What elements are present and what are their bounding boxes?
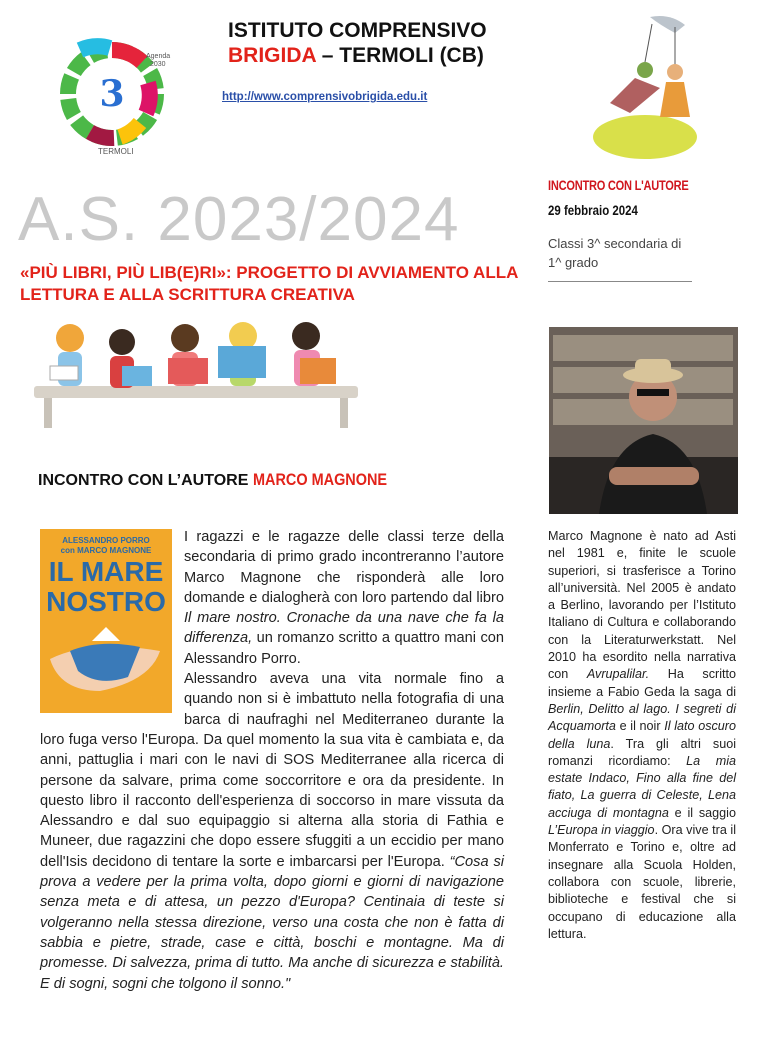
- kids-reading-illustration: [30, 316, 362, 430]
- svg-text:IL MARE: IL MARE: [48, 556, 164, 587]
- book-cover-image: [40, 529, 172, 713]
- bio-book-title: La mia estate Indaco, Fino alla fine del fiato, La guerra di Celeste, Lena acciuga di montagna: [548, 753, 736, 820]
- author-photo: [549, 327, 738, 514]
- svg-text:TERMOLI: TERMOLI: [98, 147, 134, 156]
- institute-line1: ISTITUTO COMPRENSIVO: [228, 19, 487, 42]
- event-label: INCONTRO CON L'AUTORE: [548, 178, 689, 193]
- kids-flying-illustration: [590, 12, 705, 162]
- main-article: [40, 527, 504, 994]
- bio-book-title: Avrupalilar.: [586, 667, 650, 682]
- svg-text:3: 3: [99, 73, 125, 115]
- section-heading-prefix: INCONTRO CON L’AUTORE: [38, 472, 253, 489]
- book-title: Il mare nostro. Cronache da una nave che fa la differenza,: [184, 610, 504, 647]
- story-text: Alessandro aveva una vita normale fino a quando non si è imbattuto nella fotografia di una barca di naufraghi nel Mediterraneo durante la loro fuga verso l'Europa. Da quel momento la sua vita è cambiata e, da anni, pattuglia i mari con le navi di SOS Mediterranee alla ricerca di persone da salvare, prima come soccorritore e ora da presidente. In questo libro il racconto dell'esperienza di soccorso in mare vissuta da Alessandro e dal suo equipaggio si alterna alla storia di Fathia e Muneer, due ragazzini che dopo essere sfuggiti a un eccidio per mano dell'Isis decidono di tentare la sorte e imbarcarsi per l'Europa.: [40, 671, 504, 870]
- school-website-link[interactable]: http://www.comprensivobrigida.edu.it: [222, 91, 428, 103]
- svg-text:ALESSANDRO PORRO: ALESSANDRO PORRO: [62, 536, 150, 545]
- book-quote: “Cosa si prova a vedere per la prima volta, dopo giorni e giorni di navigazione senza meta e di attesa, un pezzo d'Europa? Centinaia di teste si volgeranno nella stessa direzione, verso una costa che non è fatta di sabbia e pietre, strade, case e città, boschi e montagne. Ma di promesse. Di salvezza, prima di tutto. Ma anche di sicurezza e stabilità. E di sogni, sogni che tolgono il sonno.": [40, 853, 504, 992]
- bio-text: e il saggio: [668, 805, 736, 820]
- divider: [548, 281, 692, 282]
- institute-name: BRIGIDA: [228, 44, 316, 67]
- target-classes: Classi 3^ secondaria di 1^ grado: [548, 236, 682, 270]
- intro-text-end: un romanzo scritto a quattro mani con Alessandro Porro.: [184, 630, 504, 667]
- bio-book-title: Berlin, Delitto al lago. I segreti di Acquamorta: [548, 701, 736, 734]
- bio-book-title: Il lato oscuro della luna: [548, 719, 736, 751]
- event-date: 29 febbraio 2024: [548, 203, 638, 218]
- school-year: A.S. 2023/2024: [18, 185, 460, 254]
- svg-text:con MARCO MAGNONE: con MARCO MAGNONE: [60, 546, 152, 555]
- author-biography: [548, 528, 736, 943]
- intro-text: I ragazzi e le ragazze delle classi terze della secondaria di primo grado incontreranno l’autore Marco Magnone che risponderà alle loro domande e dialogherà con loro partendo dal libro: [184, 529, 504, 606]
- bio-text: e il noir: [615, 719, 665, 734]
- bio-text: Marco Magnone è nato ad Asti nel 1981 e, finite le scuole superiori, si trasferisce a Torino all’università. Nel 2005 è andato a Berlino, lavorando per l’Istituto Italiano di Cultura e collaborando con la Literaturwerkstatt. Nel 2010 ha esordito nella narrativa con: [548, 529, 736, 682]
- svg-text:Agenda: Agenda: [146, 53, 171, 60]
- bio-text: Ha scritto insieme a Fabio Geda la saga di: [548, 667, 736, 699]
- school-logo: [48, 28, 176, 156]
- section-heading: [38, 470, 411, 490]
- svg-text:NOSTRO: NOSTRO: [46, 586, 166, 617]
- bio-text: . Tra gli altri suoi romanzi ricordiamo:: [548, 736, 737, 768]
- bio-text: . Ora vive tra il Monferrato e Torino e, oltre ad insegnare alla Scuola Holden, collabora con scuole, librerie, biblioteche e festival che si occupano di educazione alla lettura.: [548, 823, 736, 941]
- institute-title: [228, 18, 487, 68]
- project-subtitle: «PIÙ LIBRI, PIÙ LIB(E)RI»: PROGETTO DI AVVIAMENTO ALLA LETTURA E ALLA SCRITTURA CREATIVA: [20, 263, 518, 304]
- bio-book-title: L’Europa in viaggio: [548, 823, 655, 838]
- author-name: MARCO MAGNONE: [252, 470, 387, 489]
- svg-text:2030: 2030: [150, 61, 166, 68]
- institute-location: – TERMOLI (CB): [315, 44, 484, 67]
